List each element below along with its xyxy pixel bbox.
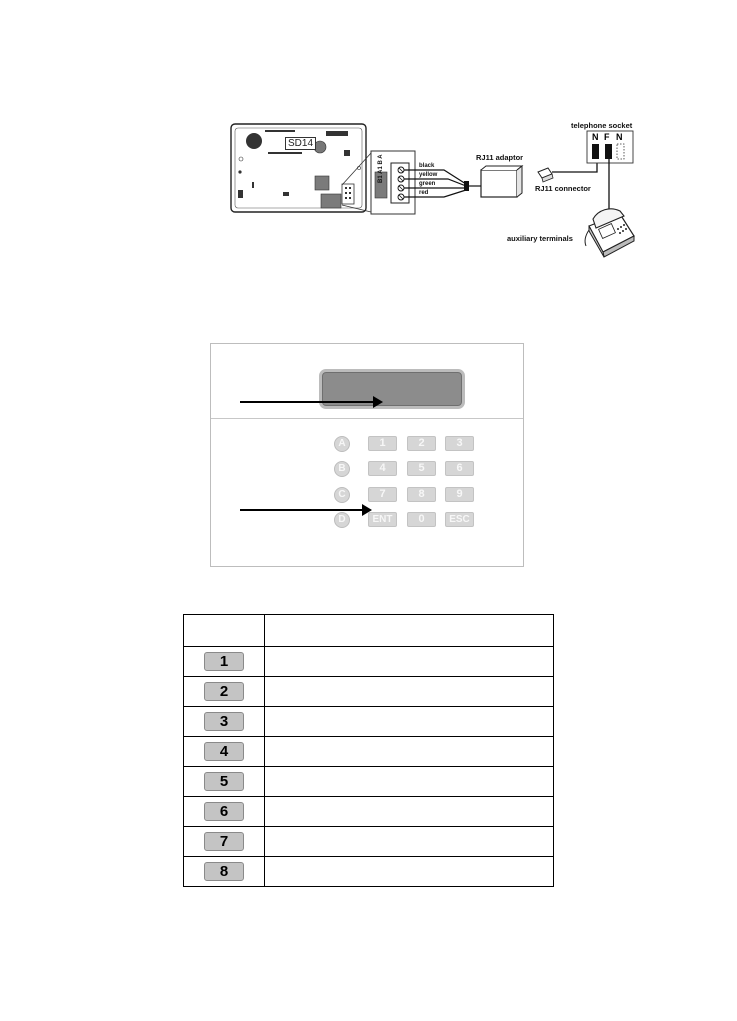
- terminal-letters: B1 A1 B A: [378, 154, 384, 183]
- table-key-2: 2: [204, 682, 244, 701]
- table-row: [184, 707, 554, 737]
- lcd-display: [319, 369, 465, 409]
- table-key-5: 5: [204, 772, 244, 791]
- wire-label-red: red: [419, 190, 429, 196]
- table-key-6: 6: [204, 802, 244, 821]
- keypad-divider: [211, 418, 523, 419]
- rj11-connector-label: RJ11 connector: [535, 184, 591, 193]
- socket-letter-n2: N: [616, 132, 623, 142]
- wire-label-green: green: [419, 181, 436, 187]
- header-cell-description: [265, 615, 554, 647]
- rj11-adaptor-label: RJ11 adaptor: [476, 153, 524, 162]
- pointer-arrow-display: [240, 401, 374, 403]
- key-3[interactable]: 3: [445, 436, 474, 451]
- key-0[interactable]: 0: [407, 512, 436, 527]
- auxiliary-terminals-label: auxiliary terminals: [507, 234, 573, 243]
- key-6[interactable]: 6: [445, 461, 474, 476]
- rj11-connector-icon: [538, 168, 553, 182]
- buzzer-icon: [246, 133, 262, 149]
- wire-label-black: black: [419, 163, 435, 169]
- table-cell-description: [265, 797, 554, 827]
- key-1[interactable]: 1: [368, 436, 397, 451]
- table-row: [184, 797, 554, 827]
- rj11-adaptor-icon: [481, 170, 517, 197]
- socket-letter-f: F: [604, 132, 610, 142]
- table-key-1: 1: [204, 652, 244, 671]
- header-cell-key: [184, 615, 265, 647]
- pointer-arrow-keys: [240, 509, 363, 511]
- key-function-table: [183, 614, 554, 887]
- table-cell-description: [265, 737, 554, 767]
- table-cell-description: [265, 707, 554, 737]
- table-key-8: 8: [204, 862, 244, 881]
- table-key-4: 4: [204, 742, 244, 761]
- wire-label-yellow: yellow: [419, 172, 438, 178]
- telephone-socket-label: telephone socket: [571, 121, 633, 130]
- table-row: [184, 857, 554, 887]
- key-9[interactable]: 9: [445, 487, 474, 502]
- panel-model-label: SD14: [285, 137, 316, 150]
- socket-letter-n1: N: [592, 132, 599, 142]
- key-b[interactable]: B: [334, 461, 350, 477]
- table-key-7: 7: [204, 832, 244, 851]
- key-a[interactable]: A: [334, 436, 350, 452]
- table-row: [184, 767, 554, 797]
- table-key-3: 3: [204, 712, 244, 731]
- table-cell-description: [265, 647, 554, 677]
- table-row: [184, 827, 554, 857]
- table-cell-description: [265, 677, 554, 707]
- key-4[interactable]: 4: [368, 461, 397, 476]
- key-esc[interactable]: ESC: [445, 512, 474, 527]
- key-d[interactable]: D: [334, 512, 350, 528]
- key-2[interactable]: 2: [407, 436, 436, 451]
- adaptor-plug: [464, 181, 469, 191]
- key-c[interactable]: C: [334, 487, 350, 503]
- table-cell-description: [265, 857, 554, 887]
- table-row: [184, 737, 554, 767]
- table-row: [184, 647, 554, 677]
- key-7[interactable]: 7: [368, 487, 397, 502]
- wiring-diagram-drawing: [0, 0, 737, 300]
- key-8[interactable]: 8: [407, 487, 436, 502]
- key-ent[interactable]: ENT: [368, 512, 397, 527]
- key-5[interactable]: 5: [407, 461, 436, 476]
- telephone-icon: [585, 209, 634, 257]
- keypad-illustration: [210, 343, 524, 567]
- table-cell-description: [265, 827, 554, 857]
- table-cell-description: [265, 767, 554, 797]
- table-row: [184, 677, 554, 707]
- table-header-row: [184, 615, 554, 647]
